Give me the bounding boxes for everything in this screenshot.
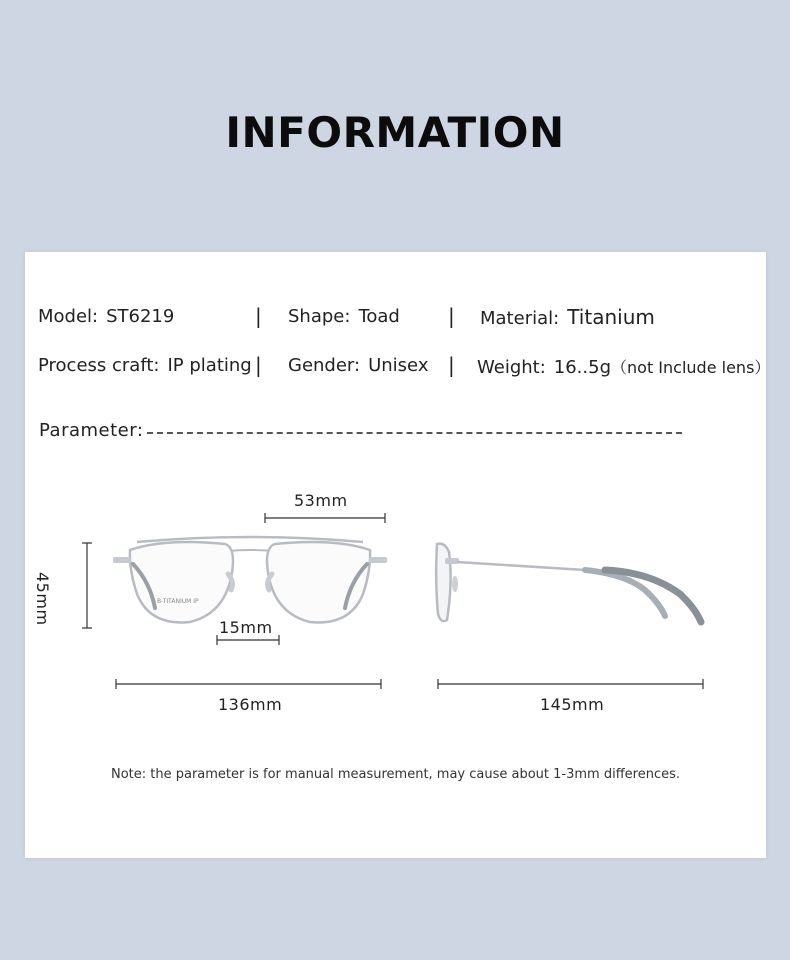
gender-value: Unisex [368, 355, 429, 376]
craft-label: Process craft: [38, 355, 160, 376]
gender-label: Gender: [288, 355, 361, 376]
bridge-label: 15mm [219, 618, 273, 637]
glasses-diagram [25, 252, 766, 752]
measurement-note: Note: the parameter is for manual measurement, may cause about 1-3mm differences. [110, 767, 681, 782]
material-value: Titanium [567, 305, 655, 329]
temple-length-label: 145mm [540, 695, 605, 714]
parameter-label: Parameter: [39, 420, 144, 441]
front-view-glasses [113, 537, 387, 622]
separator: | [448, 304, 455, 328]
weight-value: 16..5g [553, 357, 612, 378]
shape-value: Toad [358, 306, 400, 327]
model-value: ST6219 [106, 306, 175, 327]
page-title: INFORMATION [225, 108, 565, 157]
separator: | [255, 304, 262, 328]
weight-note: （not Include lens） [611, 358, 771, 377]
separator: | [255, 353, 262, 377]
frame-print: B-TITANIUM IP [157, 598, 199, 605]
material-label: Material: [480, 308, 560, 329]
lens-width-label: 53mm [294, 491, 348, 510]
frame-width-label: 136mm [218, 695, 283, 714]
info-card [25, 252, 771, 858]
side-view-glasses [436, 544, 701, 622]
craft-value: IP plating [167, 355, 252, 376]
lens-height-label: 45mm [33, 572, 52, 626]
separator: | [448, 353, 455, 377]
shape-label: Shape: [288, 306, 351, 327]
weight-label: Weight: [477, 357, 546, 378]
model-label: Model: [38, 306, 99, 327]
